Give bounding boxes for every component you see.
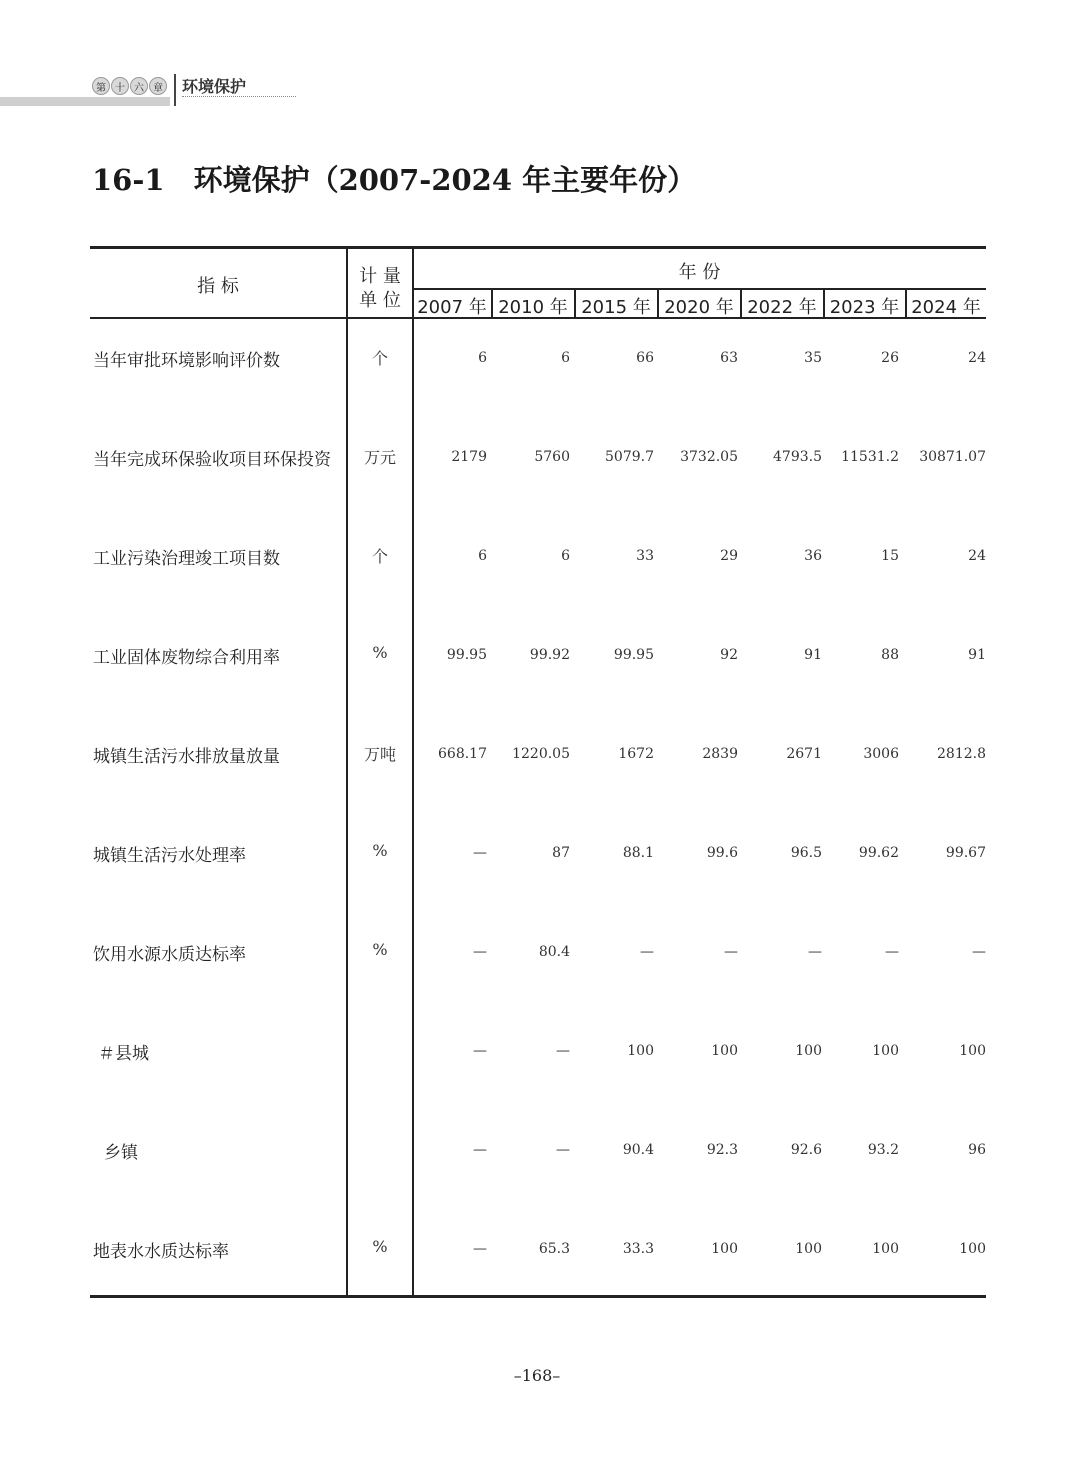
year-header: 2015 年 xyxy=(581,297,651,318)
value-cell: 6 xyxy=(478,350,487,366)
value-cell: 2812.8 xyxy=(937,746,986,762)
table-top-rule xyxy=(90,246,986,249)
value-cell: — xyxy=(640,944,654,960)
table-row xyxy=(90,1039,986,1063)
table-row xyxy=(90,1138,986,1162)
value-cell: 30871.07 xyxy=(919,449,986,465)
section-title: 环境保护 xyxy=(182,77,247,96)
year-header: 2007 年 xyxy=(417,297,487,318)
value-cell: 29 xyxy=(720,548,738,564)
value-cell: 99.6 xyxy=(706,845,738,861)
value-cell: 5079.7 xyxy=(605,449,654,465)
year-header: 2024 年 xyxy=(911,297,981,318)
indicator-name: ＃县城 xyxy=(98,1044,149,1064)
value-cell: — xyxy=(473,944,487,960)
indicator-name: 工业固体废物综合利用率 xyxy=(93,648,280,668)
year-header: 2022 年 xyxy=(747,297,817,318)
chapter-char: 第 xyxy=(92,77,110,95)
value-cell: 4793.5 xyxy=(773,449,822,465)
value-cell: 65.3 xyxy=(538,1241,570,1257)
indicator-name: 当年完成环保验收项目环保投资 xyxy=(93,450,331,470)
table-row xyxy=(90,643,986,667)
value-cell: 15 xyxy=(881,548,899,564)
year-header: 2010 年 xyxy=(498,297,568,318)
value-cell: 24 xyxy=(968,350,986,366)
value-cell: — xyxy=(473,1142,487,1158)
value-cell: 6 xyxy=(561,548,570,564)
year-group-rule xyxy=(412,288,986,290)
table-row xyxy=(90,445,986,469)
value-cell: 80.4 xyxy=(538,944,570,960)
value-cell: 99.62 xyxy=(858,845,899,861)
value-cell: 66 xyxy=(636,350,654,366)
header-dotted-rule xyxy=(182,96,296,97)
unit-cell: 个 xyxy=(371,547,388,566)
indicator-name: 饮用水源水质达标率 xyxy=(93,945,246,965)
year-header: 2023 年 xyxy=(829,297,900,318)
indicator-name: 地表水水质达标率 xyxy=(93,1242,229,1262)
value-cell: 2671 xyxy=(786,746,822,762)
value-cell: 91 xyxy=(804,647,822,663)
value-cell: 3006 xyxy=(863,746,899,762)
unit-cell: 万吨 xyxy=(363,745,396,764)
table-row xyxy=(90,940,986,964)
header-divider xyxy=(174,74,176,106)
value-cell: 99.95 xyxy=(613,647,654,663)
indicator-name: 乡镇 xyxy=(104,1143,138,1163)
table-row xyxy=(90,841,986,865)
year-group-header: 年 份 xyxy=(678,262,721,283)
value-cell: 33.3 xyxy=(622,1241,654,1257)
value-cell: 100 xyxy=(795,1043,822,1059)
value-cell: 96 xyxy=(968,1142,986,1158)
value-cell: — xyxy=(972,944,986,960)
value-cell: 63 xyxy=(720,350,738,366)
value-cell: 36 xyxy=(804,548,822,564)
value-cell: 92.3 xyxy=(706,1142,738,1158)
value-cell: 6 xyxy=(561,350,570,366)
value-cell: — xyxy=(885,944,899,960)
value-cell: 33 xyxy=(636,548,654,564)
table-row xyxy=(90,346,986,370)
value-cell: 24 xyxy=(968,548,986,564)
unit-cell: % xyxy=(372,940,388,959)
value-cell: — xyxy=(556,1043,570,1059)
unit-header-line2: 单 位 xyxy=(359,290,401,311)
value-cell: 99.92 xyxy=(529,647,570,663)
value-cell: 88 xyxy=(881,647,899,663)
value-cell: 2839 xyxy=(702,746,738,762)
table-row xyxy=(90,1237,986,1261)
value-cell: 100 xyxy=(711,1043,738,1059)
value-cell: 100 xyxy=(959,1043,986,1059)
unit-cell: % xyxy=(372,1237,388,1256)
value-cell: 87 xyxy=(552,845,570,861)
value-cell: 90.4 xyxy=(622,1142,654,1158)
unit-cell: 个 xyxy=(371,349,388,368)
value-cell: 99.67 xyxy=(945,845,986,861)
indicator-name: 当年审批环境影响评价数 xyxy=(93,351,280,371)
value-cell: 100 xyxy=(711,1241,738,1257)
value-cell: 93.2 xyxy=(867,1142,899,1158)
indicator-name: 工业污染治理竣工项目数 xyxy=(93,549,280,569)
value-cell: 668.17 xyxy=(438,746,487,762)
chapter-char: 六 xyxy=(130,77,148,95)
value-cell: 88.1 xyxy=(622,845,654,861)
value-cell: 100 xyxy=(795,1241,822,1257)
value-cell: 96.5 xyxy=(790,845,822,861)
value-cell: 92 xyxy=(720,647,738,663)
value-cell: — xyxy=(724,944,738,960)
data-table xyxy=(90,246,986,1298)
chapter-label xyxy=(92,74,168,98)
page-title: 16-1 环境保护（2007-2024 年主要年份） xyxy=(92,163,697,197)
value-cell: 35 xyxy=(804,350,822,366)
table-bottom-rule xyxy=(90,1295,986,1298)
indicator-name: 城镇生活污水排放量放量 xyxy=(93,747,280,767)
header-band xyxy=(0,97,170,106)
value-cell: 26 xyxy=(881,350,899,366)
value-cell: 2179 xyxy=(451,449,487,465)
value-cell: — xyxy=(556,1142,570,1158)
chapter-char: 章 xyxy=(149,77,167,95)
page-number: –168– xyxy=(513,1366,561,1385)
table-row xyxy=(90,544,986,568)
value-cell: — xyxy=(473,1241,487,1257)
unit-header-line1: 计 量 xyxy=(359,266,401,287)
value-cell: 100 xyxy=(872,1241,899,1257)
unit-cell: % xyxy=(372,643,388,662)
value-cell: 1220.05 xyxy=(512,746,570,762)
value-cell: 100 xyxy=(627,1043,654,1059)
unit-cell: 万元 xyxy=(363,448,396,467)
value-cell: — xyxy=(808,944,822,960)
table-row xyxy=(90,742,986,766)
value-cell: — xyxy=(473,845,487,861)
value-cell: 92.6 xyxy=(790,1142,822,1158)
indicator-header: 指 标 xyxy=(197,276,239,297)
value-cell: 1672 xyxy=(618,746,654,762)
value-cell: 91 xyxy=(968,647,986,663)
value-cell: — xyxy=(473,1043,487,1059)
unit-cell: % xyxy=(372,841,388,860)
value-cell: 3732.05 xyxy=(680,449,738,465)
chapter-char: 十 xyxy=(111,77,129,95)
indicator-name: 城镇生活污水处理率 xyxy=(93,846,246,866)
value-cell: 6 xyxy=(478,548,487,564)
value-cell: 5760 xyxy=(534,449,570,465)
value-cell: 11531.2 xyxy=(841,449,899,465)
value-cell: 100 xyxy=(872,1043,899,1059)
year-header: 2020 年 xyxy=(664,297,734,318)
value-cell: 99.95 xyxy=(446,647,487,663)
value-cell: 100 xyxy=(959,1241,986,1257)
